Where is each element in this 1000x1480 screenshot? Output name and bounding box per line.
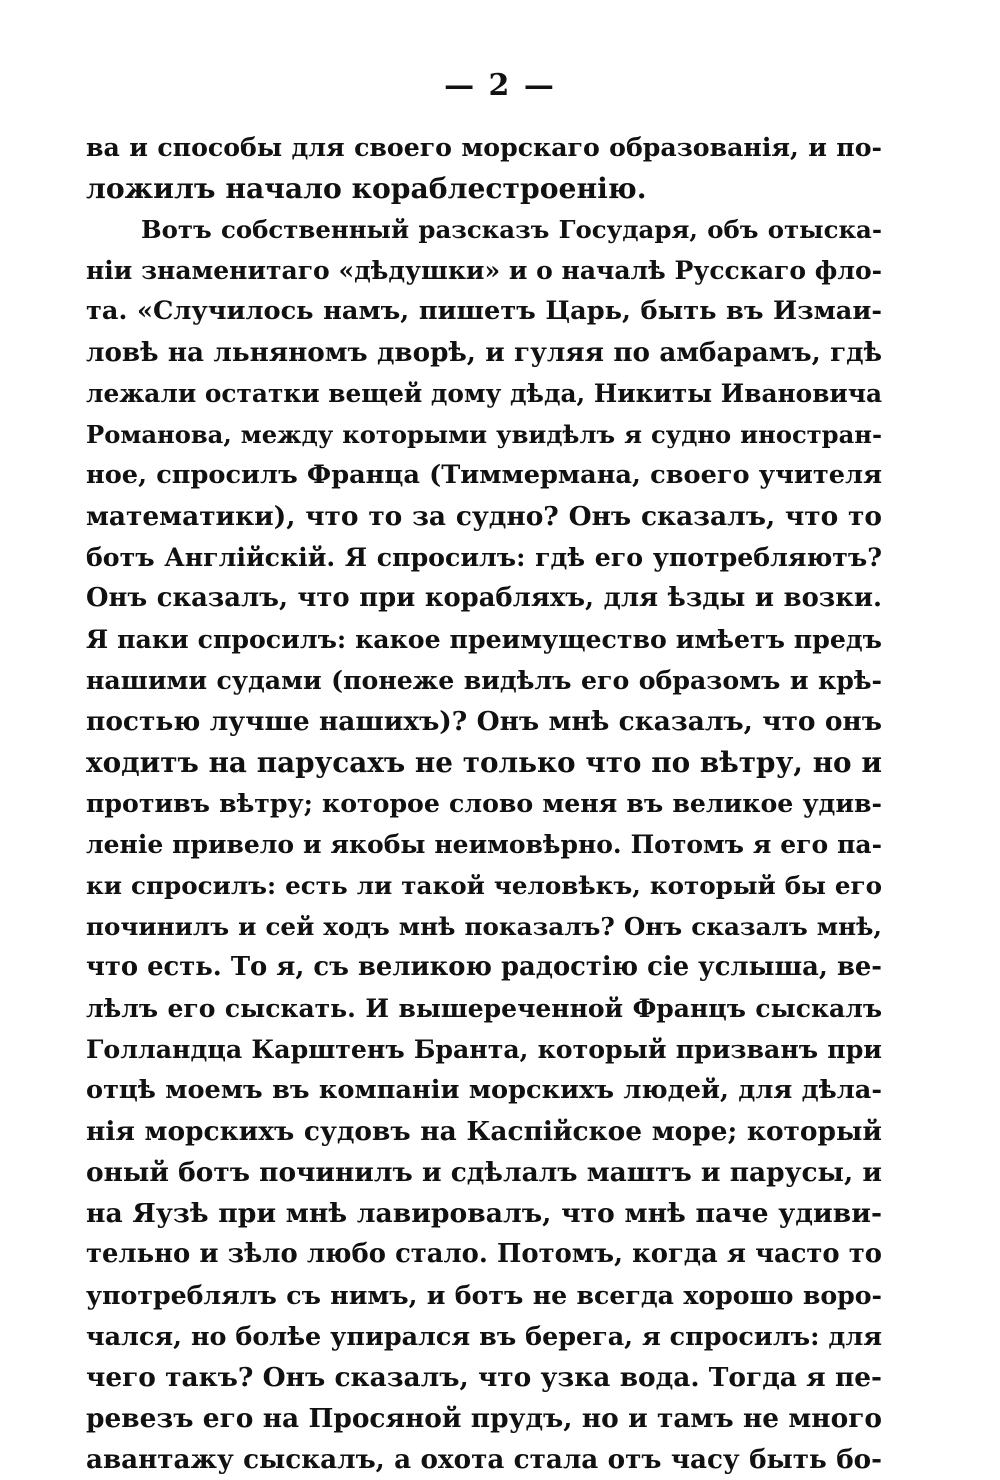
text-line: ва и способы для своего морскаго образованія, и по- [86, 132, 882, 162]
text-line: математики), что то за судно? Онъ сказалъ, что то [86, 501, 882, 532]
text-line: оный ботъ починилъ и сдѣлалъ маштъ и парусы, и [86, 1157, 882, 1188]
text-line: отцѣ моемъ въ компаніи морскихъ людей, для дѣла- [86, 1075, 882, 1105]
text-line: чался, но болѣе упирался въ берега, я спросилъ: для [86, 1321, 882, 1351]
text-line: на Яузѣ при мнѣ лавировалъ, что мнѣ паче удиви- [86, 1198, 882, 1229]
text-line: постью лучше нашихъ)? Онъ мнѣ сказалъ, что онъ [86, 706, 882, 737]
text-line: ніи знаменитаго «дѣдушки» и о началѣ Русскаго флo- [86, 256, 882, 285]
text-line: употреблялъ съ нимъ, и ботъ не всегда хорошо воро- [86, 1280, 882, 1310]
text-line: ботъ Англійскій. Я спросилъ: гдѣ его употребляютъ? [86, 542, 882, 572]
text-line: Голландца Карштенъ Бранта, который призванъ при [86, 1034, 882, 1064]
text-line: ложилъ начало кораблестроенію. [86, 172, 647, 205]
text-line: нія морскихъ судовъ на Каспійское море; который [86, 1116, 882, 1147]
text-line: лежали остатки вещей дому дѣда, Никиты Ивановича [86, 379, 883, 408]
text-line: Онъ сказалъ, что при корабляхъ, для ѣзды и возки. [86, 583, 882, 613]
body-text [86, 127, 882, 1480]
text-line: леніе привело и якобы неимовѣрно. Потомъ я его па- [86, 830, 882, 859]
text-line: ревезъ его на Просяной прудъ, но и тамъ не много [86, 1403, 882, 1434]
text-line: Я паки спросилъ: какое преимущество имѣетъ предъ [86, 624, 882, 654]
text-line: чего такъ? Онъ сказалъ, что узка вода. Тогда я пе- [86, 1362, 882, 1393]
text-line: ное, спросилъ Франца (Тиммермана, своего учителя [86, 460, 882, 490]
text-line: нашими судами (понеже видѣлъ его образомъ и крѣ- [86, 665, 882, 695]
page-number: — 2 — [444, 68, 556, 103]
text-line: та. «Случилось намъ, пишетъ Царь, быть въ Измаи- [86, 296, 882, 326]
text-line: авантажу сыскалъ, а охота стала отъ часу быть бо- [86, 1444, 882, 1475]
text-line: Романова, между которыми увидѣлъ я судно иностран- [86, 420, 882, 449]
text-line: ловѣ на льняномъ дворѣ, и гуляя по амбарамъ, гдѣ [86, 337, 882, 368]
text-line: тельно и зѣло любо стало. Потомъ, когда я часто то [86, 1239, 882, 1269]
text-line: починилъ и сей ходъ мнѣ показалъ? Онъ сказалъ мнѣ, [86, 912, 882, 941]
text-line: Вотъ собственный разсказъ Государя, объ отыска- [141, 215, 882, 244]
text-line: ки спросилъ: есть ли такой человѣкъ, который бы его [86, 871, 882, 900]
text-line: противъ вѣтру; которое слово меня въ великое удив- [86, 788, 882, 818]
text-line: ходитъ на парусахъ не только что по вѣтру, но и [86, 746, 882, 779]
text-line: что есть. То я, съ великою радостію сіе услыша, ве- [86, 952, 882, 982]
text-line: лѣлъ его сыскать. И вышереченной Францъ сыскалъ [86, 994, 882, 1023]
